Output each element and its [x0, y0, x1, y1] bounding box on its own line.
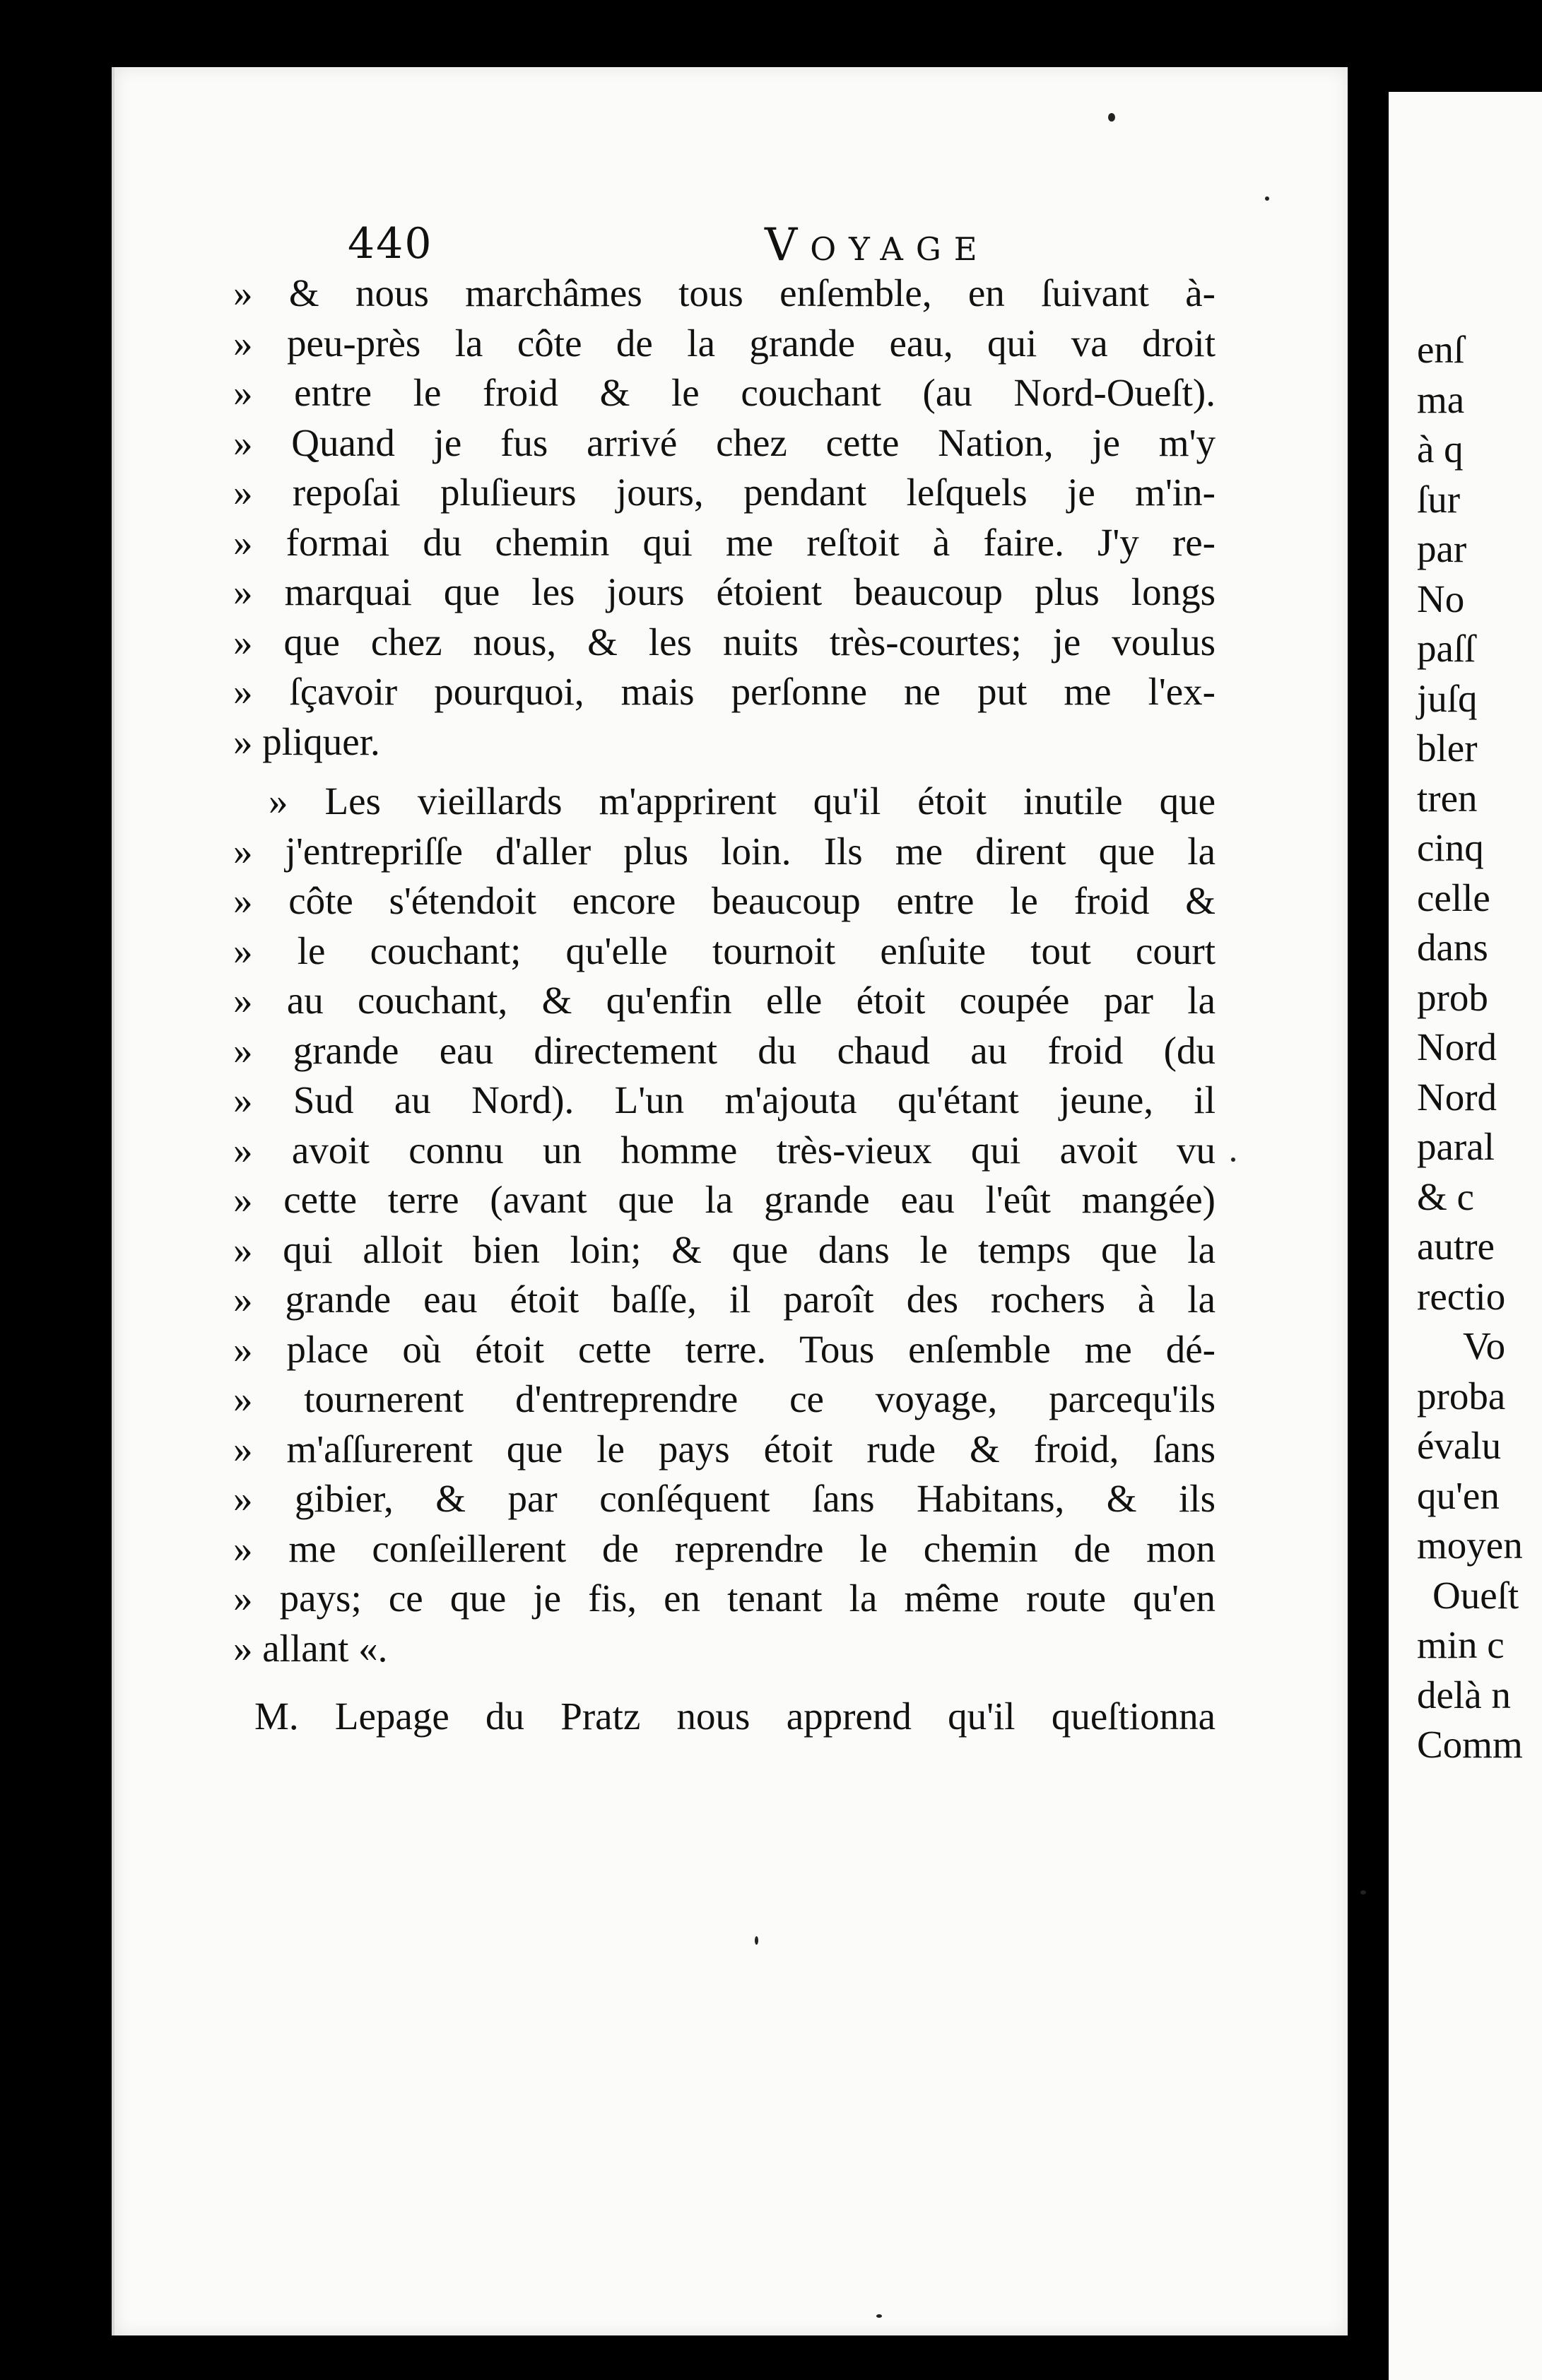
text-line: » cette terre (avant que la grande eau l'eût mangée): [233, 1178, 1216, 1221]
scan-speck: [755, 1936, 758, 1945]
text-line: » le couchant; qu'elle tournoit enſuite tout court: [233, 929, 1216, 972]
scan-speck: [1265, 196, 1269, 201]
facing-word: rectio: [1417, 1274, 1506, 1318]
text-line: » me conſeillerent de reprendre le chemin de mon: [233, 1526, 1216, 1570]
facing-word: évalu: [1417, 1424, 1502, 1467]
facing-word: & c: [1417, 1174, 1474, 1218]
facing-word: prob: [1417, 975, 1488, 1019]
facing-word: Nord: [1417, 1025, 1497, 1068]
body-text: [233, 269, 1216, 1742]
text-line: » ſçavoir pourquoi, mais perſonne ne put me l'ex-: [233, 670, 1216, 713]
closing-line: M. Lepage du Pratz nous apprend qu'il queſtionna: [254, 1695, 1216, 1738]
facing-word: bler: [1417, 726, 1478, 770]
facing-word: delà n: [1417, 1673, 1511, 1716]
text-line: » Quand je fus arrivé chez cette Nation, je m'y: [233, 420, 1216, 464]
facing-word: ma: [1417, 377, 1465, 421]
text-line: » que chez nous, & les nuits très-courtes; je voulus: [233, 620, 1216, 664]
facing-word: juſq: [1417, 676, 1478, 720]
text-line: » qui alloit bien loin; & que dans le temps que la: [233, 1227, 1216, 1271]
paragraph-start-line: » Les vieillards m'apprirent qu'il étoit inutile que: [269, 779, 1216, 823]
facing-word: Oueſt: [1432, 1573, 1519, 1617]
text-line: » Sud au Nord). L'un m'ajouta qu'étant jeune, il: [233, 1078, 1216, 1121]
text-line: » pays; ce que je fis, en tenant la même route qu'en: [233, 1577, 1216, 1620]
running-title: Voyage: [765, 219, 990, 271]
facing-page-fragment: [1389, 92, 1542, 2380]
text-line: » gibier, & par conſéquent ſans Habitans, & ils: [233, 1477, 1216, 1520]
text-line: » grande eau étoit baſſe, il paroît des rochers à la: [233, 1278, 1216, 1321]
facing-word: par: [1417, 527, 1467, 570]
text-line: » repoſai pluſieurs jours, pendant leſquels je m'in-: [233, 471, 1216, 514]
text-line: » côte s'étendoit encore beaucoup entre le froid &: [233, 879, 1216, 922]
facing-word: dans: [1417, 926, 1488, 969]
facing-word: celle: [1417, 876, 1490, 919]
scan-speck: [1108, 113, 1115, 122]
text-line: » place où étoit cette terre. Tous enſemble me dé-: [233, 1327, 1216, 1371]
facing-word: paral: [1417, 1125, 1495, 1168]
facing-word: Nord: [1417, 1075, 1497, 1119]
facing-word: No: [1417, 577, 1465, 620]
text-line: » allant «.: [233, 1626, 388, 1670]
facing-page-text: [1417, 325, 1523, 1770]
facing-word: proba: [1417, 1374, 1506, 1418]
facing-word: Vo: [1463, 1324, 1506, 1367]
facing-word: autre: [1417, 1225, 1495, 1268]
text-line: » avoit connu un homme très-vieux qui avoit vu: [233, 1128, 1216, 1172]
facing-word: à q: [1417, 428, 1464, 471]
text-line: » marquai que les jours étoient beaucoup plus longs: [233, 570, 1216, 613]
facing-word: tren: [1417, 776, 1478, 820]
text-line: » tournerent d'entreprendre ce voyage, parcequ'ils: [233, 1377, 1216, 1420]
page-number: 440: [348, 219, 433, 269]
scan-speck: [1231, 1157, 1235, 1162]
text-line: » peu-près la côte de la grande eau, qui va droit: [233, 321, 1216, 365]
facing-word: paſſ: [1417, 627, 1476, 670]
scan-speck: [876, 2314, 882, 2318]
facing-word: qu'en: [1417, 1473, 1500, 1517]
facing-word: ſur: [1417, 477, 1461, 521]
scan-speck: [1360, 1890, 1366, 1895]
text-line: » entre le froid & le couchant (au Nord-Oueſt).: [233, 371, 1216, 414]
text-line: » j'entrepriſſe d'aller plus loin. Ils me dirent que la: [233, 829, 1216, 873]
text-line: » & nous marchâmes tous enſemble, en ſuivant à-: [233, 271, 1216, 314]
facing-word: moyen: [1417, 1524, 1523, 1567]
facing-word: cinq: [1417, 826, 1484, 869]
facing-word: Comm: [1417, 1723, 1523, 1766]
facing-word: enſ: [1417, 328, 1465, 371]
text-line: » formai du chemin qui me reſtoit à faire. J'y re-: [233, 520, 1216, 564]
text-line: » m'aſſurerent que le pays étoit rude & froid, ſans: [233, 1427, 1216, 1471]
text-line: » grande eau directement du chaud au froid (du: [233, 1028, 1216, 1072]
text-line: » au couchant, & qu'enfin elle étoit coupée par la: [233, 979, 1216, 1022]
text-line: » pliquer.: [233, 719, 380, 763]
facing-word: min c: [1417, 1623, 1505, 1666]
